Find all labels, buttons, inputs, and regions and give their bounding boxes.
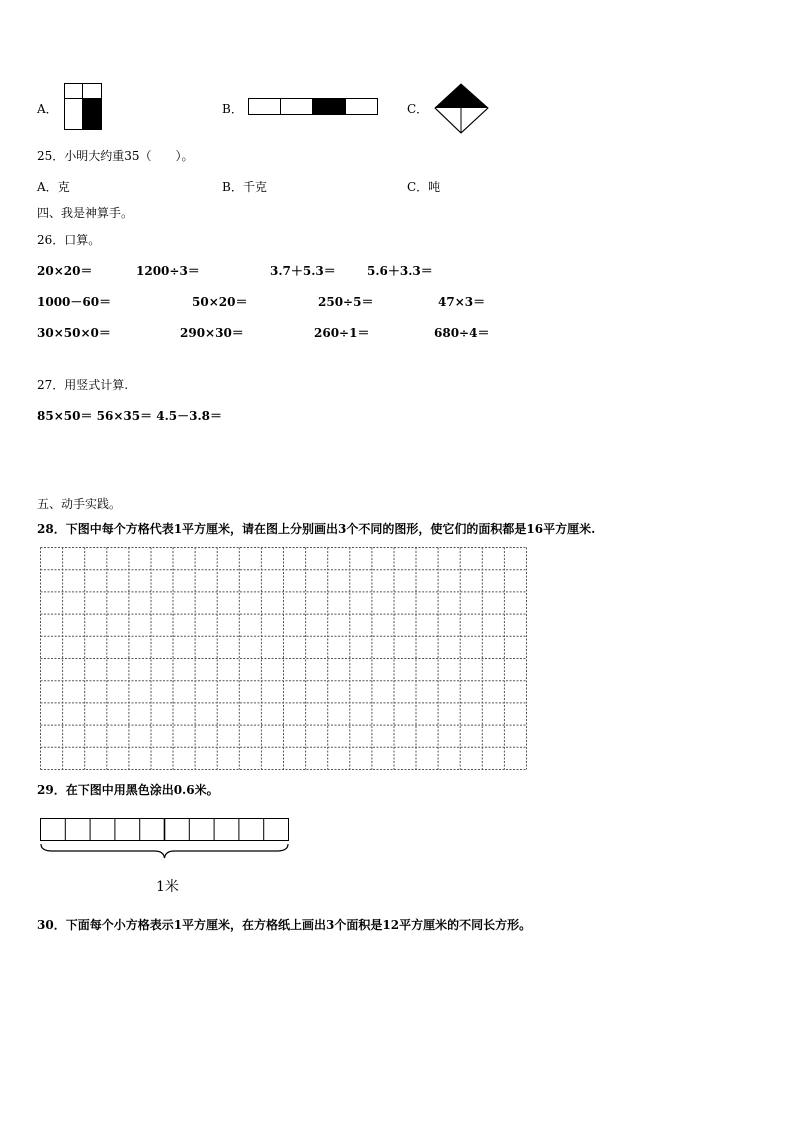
q24-option-c-figure — [434, 83, 490, 135]
q24-option-b-label: B． — [222, 102, 243, 116]
q26-r1-c1: 20×20＝ — [37, 264, 93, 278]
q27-stem: 27．用竖式计算. — [37, 378, 129, 392]
q25-option-b: B．千克 — [222, 180, 267, 194]
q26-r2-c3: 250÷5＝ — [318, 295, 374, 309]
q29-meter-strip — [40, 818, 292, 864]
section5-title: 五、动手实践。 — [37, 497, 122, 511]
q25-stem: 25．小明大约重35（ ）。 — [37, 149, 194, 163]
q28-stem: 28．下图中每个方格代表1平方厘米，请在图上分别画出3个不同的图形，使它们的面积都是16平方厘米. — [37, 522, 596, 536]
q30-stem: 30．下面每个小方格表示1平方厘米，在方格纸上画出3个面积是12平方厘米的不同长方形。 — [37, 918, 532, 932]
q29-stem: 29．在下图中用黑色涂出0.6米。 — [37, 783, 219, 797]
q26-r1-c3: 3.7＋5.3＝ — [270, 264, 336, 278]
q26-r2-c1: 1000－60＝ — [37, 295, 112, 309]
q29-meter-label: 1米 — [156, 879, 179, 895]
q26-r3-c3: 260÷1＝ — [314, 326, 370, 340]
q26-r3-c4: 680÷4＝ — [434, 326, 490, 340]
section4-title: 四、我是神算手。 — [37, 206, 134, 220]
q25-option-c: C．吨 — [407, 180, 441, 194]
q28-square-grid — [40, 547, 528, 772]
q24-option-a-figure — [64, 83, 104, 131]
q26-r1-c4: 5.6＋3.3＝ — [367, 264, 433, 278]
q26-stem: 26．口算。 — [37, 233, 101, 247]
q24-option-a-label: A． — [37, 102, 58, 116]
q26-r3-c2: 290×30＝ — [180, 326, 244, 340]
q26-r2-c4: 47×3＝ — [438, 295, 486, 309]
q26-r1-c2: 1200÷3＝ — [136, 264, 200, 278]
q26-r3-c1: 30×50×0＝ — [37, 326, 111, 340]
strip-brace — [41, 844, 288, 858]
q25-option-a: A．克 — [37, 180, 70, 194]
q24-option-c-label: C． — [407, 102, 429, 116]
q24-option-b-figure — [248, 98, 380, 116]
q27-problems: 85×50＝ 56×35＝ 4.5－3.8＝ — [37, 409, 223, 423]
q26-r2-c2: 50×20＝ — [192, 295, 248, 309]
